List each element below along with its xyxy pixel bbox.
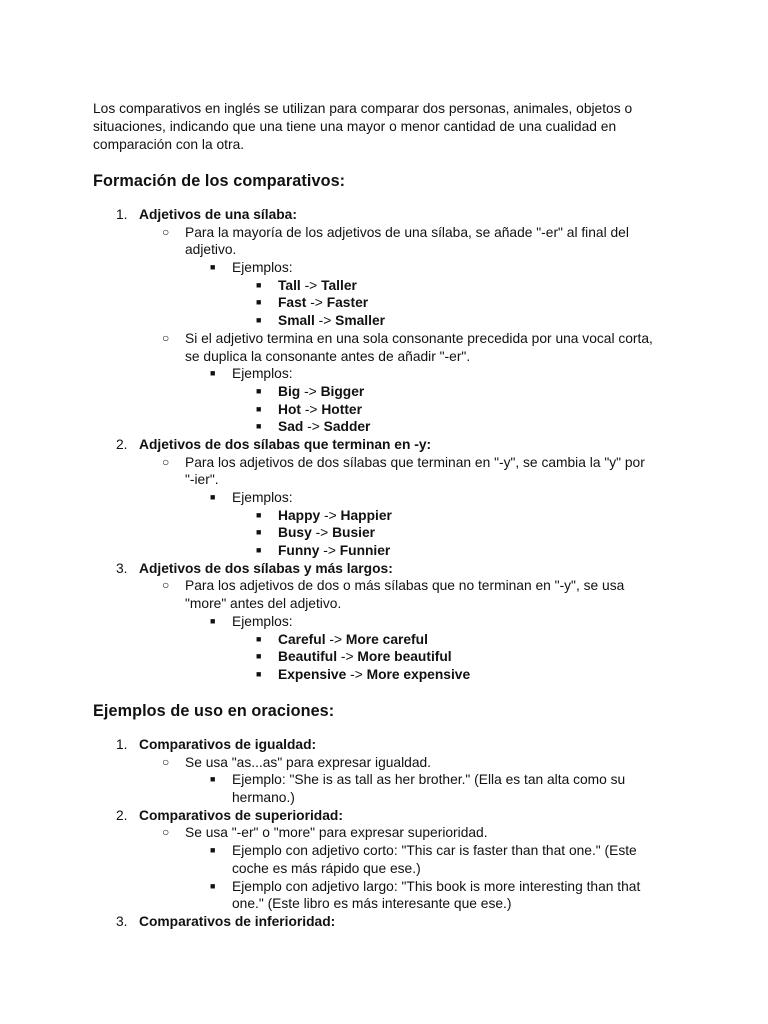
section-title-formacion: Formación de los comparativos: (93, 172, 346, 190)
square-bullet-icon: ■ (210, 880, 216, 891)
item-number: 3. (116, 560, 128, 576)
ejemplos-label: Ejemplos: (232, 260, 293, 276)
item-heading: Adjetivos de dos sílabas y más largos: (139, 560, 393, 576)
uso-list (0, 736, 680, 931)
square-bullet-icon: ■ (256, 385, 262, 396)
square-bullet-icon: ■ (256, 297, 262, 308)
square-bullet-icon: ■ (256, 668, 262, 679)
square-bullet-icon: ■ (256, 651, 262, 662)
example-pair: Careful -> More careful (278, 631, 428, 647)
square-bullet-icon: ■ (210, 774, 216, 785)
square-bullet-icon: ■ (256, 509, 262, 520)
square-bullet-icon: ■ (256, 527, 262, 538)
rule-text: se duplica la consonante antes de añadir "-er". (185, 348, 471, 364)
item-heading: Adjetivos de dos sílabas que terminan en -y: (139, 436, 432, 452)
section-title-uso: Ejemplos de uso en oraciones: (93, 702, 335, 720)
example-pair: Beautiful -> More beautiful (278, 649, 452, 665)
item-heading: Adjetivos de una sílaba: (139, 207, 297, 222)
item-number: 2. (116, 807, 128, 823)
list-item (0, 913, 680, 931)
square-bullet-icon: ■ (210, 492, 216, 502)
rule-text: Para la mayoría de los adjetivos de una sílaba, se añade "-er" al final del (185, 224, 629, 240)
circle-bullet-icon: ○ (162, 224, 170, 239)
rule-text: Si el adjetivo termina en una sola consonante precedida por una vocal corta, (185, 330, 653, 346)
example-sentence: hermano.) (232, 790, 295, 806)
example-pair: Expensive -> More expensive (278, 666, 471, 682)
example-pair: Busy -> Busier (278, 525, 376, 541)
rule-text: "more" antes del adjetivo. (185, 596, 342, 612)
square-bullet-icon: ■ (210, 845, 216, 856)
square-bullet-icon: ■ (210, 262, 216, 273)
rule-text: adjetivo. (185, 242, 237, 258)
item-number: 2. (116, 436, 128, 452)
item-heading: Comparativos de igualdad: (139, 737, 317, 752)
circle-bullet-icon: ○ (162, 330, 170, 345)
square-bullet-icon: ■ (256, 545, 262, 556)
rule-text: Se usa "as...as" para expresar igualdad. (185, 754, 432, 770)
example-sentence: coche es más rápido que ese.) (232, 860, 421, 876)
formacion-list (0, 206, 680, 684)
example-sentence: Ejemplo: "She is as tall as her brother." (Ella es tan alta como su (232, 772, 626, 788)
example-pair: Small -> Smaller (278, 313, 385, 329)
circle-bullet-icon: ○ (162, 825, 170, 840)
item-number: 3. (116, 913, 128, 929)
circle-bullet-icon: ○ (162, 454, 170, 469)
circle-bullet-icon: ○ (162, 578, 170, 593)
ejemplos-label: Ejemplos: (232, 366, 293, 382)
circle-bullet-icon: ○ (162, 754, 170, 769)
square-bullet-icon: ■ (256, 279, 262, 290)
rule-text: Para los adjetivos de dos o más sílabas que no terminan en "-y", se usa (185, 578, 625, 594)
square-bullet-icon: ■ (256, 633, 262, 644)
example-pair: Happy -> Happier (278, 507, 392, 523)
example-pair: Tall -> Taller (278, 277, 357, 293)
example-pair: Funny -> Funnier (278, 543, 391, 559)
square-bullet-icon: ■ (210, 615, 216, 626)
example-sentence: Ejemplo con adjetivo largo: "This book is more interesting than that (232, 878, 641, 894)
square-bullet-icon: ■ (210, 368, 216, 379)
example-sentence: Ejemplo con adjetivo corto: "This car is faster than that one." (Este (232, 843, 637, 859)
item-number: 1. (116, 737, 128, 752)
rule-text: "-ier". (185, 472, 219, 488)
ejemplos-label: Ejemplos: (232, 613, 293, 629)
ejemplos-label: Ejemplos: (232, 490, 293, 505)
item-heading: Comparativos de inferioridad: (139, 913, 336, 929)
item-number: 1. (116, 207, 128, 222)
example-pair: Hot -> Hotter (278, 401, 362, 417)
example-pair: Big -> Bigger (278, 383, 365, 399)
list-item (0, 436, 680, 560)
rule-text: Se usa "-er" o "more" para expresar superioridad. (185, 825, 488, 841)
intro-paragraph: Los comparativos en inglés se utilizan para comparar dos personas, animales, objetos o situaciones, indicando que una tiene una mayor o menor cantidad de una cualidad en comparación con la otra. (93, 101, 633, 152)
rule-text: Para los adjetivos de dos sílabas que terminan en "-y", se cambia la "y" por (185, 454, 645, 470)
square-bullet-icon: ■ (256, 315, 262, 326)
example-pair: Fast -> Faster (278, 295, 369, 311)
item-heading: Comparativos de superioridad: (139, 807, 343, 823)
square-bullet-icon: ■ (256, 403, 262, 414)
example-sentence: one." (Este libro es más interesante que ese.) (232, 896, 512, 912)
list-item (0, 560, 680, 684)
list-item (0, 736, 680, 807)
square-bullet-icon: ■ (256, 421, 262, 432)
example-pair: Sad -> Sadder (278, 419, 371, 435)
list-item (0, 807, 680, 913)
list-item (0, 206, 680, 436)
